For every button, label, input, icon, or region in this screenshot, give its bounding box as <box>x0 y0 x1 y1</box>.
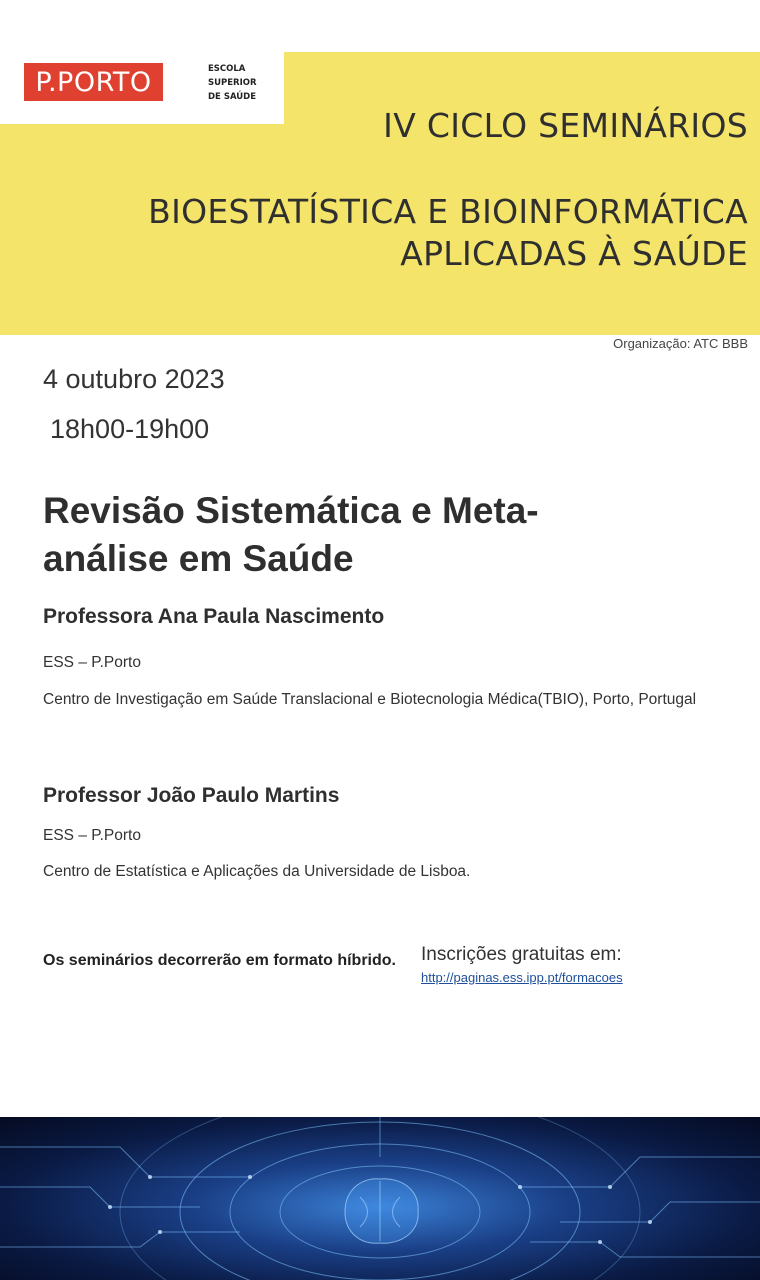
speaker-1-institution: Centro de Investigação em Saúde Translacional e Biotecnologia Médica(TBIO), Porto, Portugal <box>43 691 697 708</box>
school-name <box>208 62 257 104</box>
school-name-line: SUPERIOR <box>208 78 257 88</box>
registration-label: Inscrições gratuitas em: <box>421 944 622 965</box>
seminar-topic <box>43 487 663 583</box>
event-time: 18h00-19h00 <box>50 414 210 444</box>
circuit-brain-graphic <box>0 1117 760 1280</box>
speaker-2-name: Professor João Paulo Martins <box>43 784 340 807</box>
topic-line: análise em Saúde <box>43 538 354 579</box>
speaker-1-affiliation: ESS – P.Porto <box>43 654 141 671</box>
speaker-2-affiliation: ESS – P.Porto <box>43 827 141 844</box>
series-title: IV CICLO SEMINÁRIOS <box>383 106 748 145</box>
organization-credit: Organização: ATC BBB <box>613 336 748 351</box>
topic-line: Revisão Sistemática e Meta- <box>43 490 539 531</box>
theme-title-line1: BIOESTATÍSTICA E BIOINFORMÁTICA <box>148 192 748 231</box>
speaker-2-institution: Centro de Estatística e Aplicações da Universidade de Lisboa. <box>43 863 471 880</box>
tech-banner-image <box>0 1117 760 1280</box>
speaker-1-name: Professora Ana Paula Nascimento <box>43 605 385 628</box>
theme-title-line2: APLICADAS À SAÚDE <box>400 234 748 273</box>
pporto-logo: P.PORTO <box>24 63 163 101</box>
format-note: Os seminários decorrerão em formato híbrido. <box>43 952 396 969</box>
school-name-line: ESCOLA <box>208 64 246 74</box>
school-name-line: DE SAÚDE <box>208 92 257 102</box>
registration-link[interactable]: http://paginas.ess.ipp.pt/formacoes <box>421 970 623 985</box>
event-date: 4 outubro 2023 <box>43 364 225 394</box>
